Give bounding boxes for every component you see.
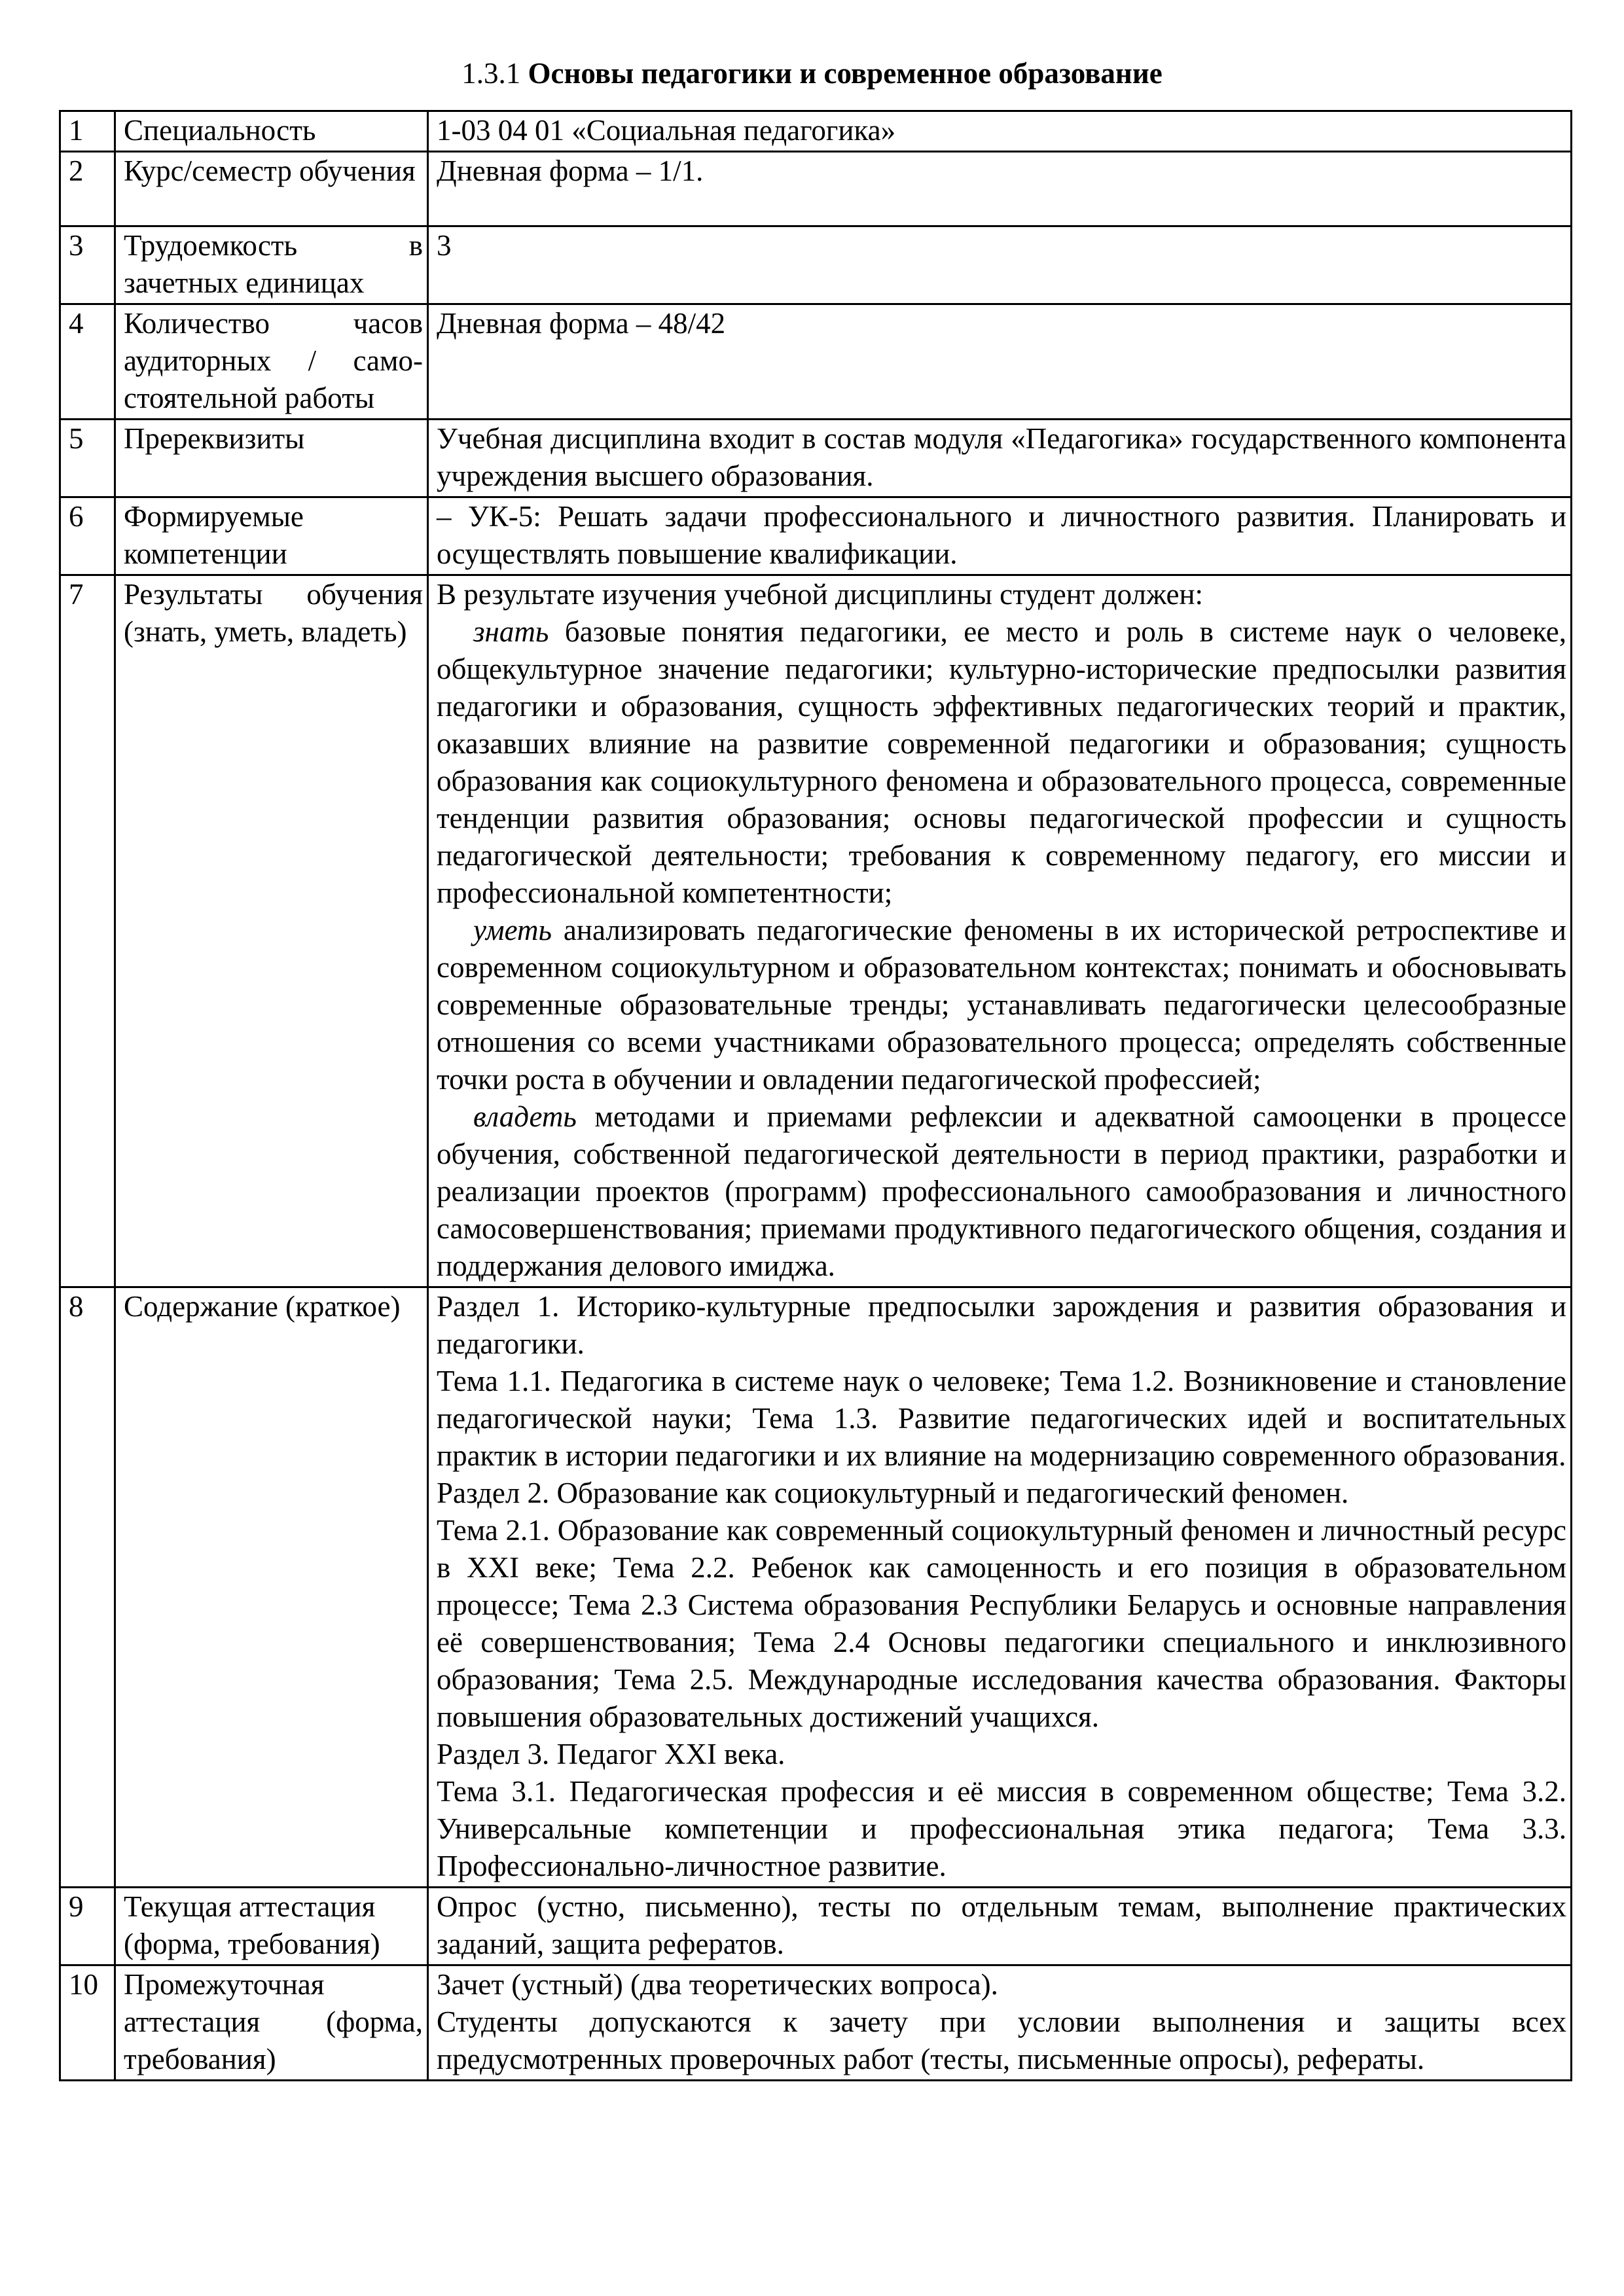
- table-row: [60, 1287, 1572, 1888]
- table-row: [60, 226, 1572, 304]
- table-row: [60, 152, 1572, 226]
- content-section: Раздел 3. Педагог XXI века.: [437, 1738, 785, 1770]
- row-label: Специальность: [115, 111, 428, 152]
- value-paragraph: 3: [437, 229, 452, 262]
- row-number: 1: [60, 111, 115, 152]
- title-number: 1.3.1: [461, 57, 521, 90]
- row-value: [428, 226, 1572, 304]
- row-value: [428, 111, 1572, 152]
- outcome-own: [437, 1098, 1566, 1285]
- syllabus-table: [59, 110, 1572, 2081]
- row-value: [428, 420, 1572, 497]
- title-text: Основы педагогики и современное образование: [528, 57, 1163, 90]
- table-row: [60, 420, 1572, 497]
- row-value: [428, 304, 1572, 420]
- row-value: [428, 1888, 1572, 1965]
- row-number: 3: [60, 226, 115, 304]
- row-label: Курс/семестр обучения: [115, 152, 428, 226]
- content-section: Раздел 1. Историко-культурные предпосылки зарождения и развития образования и педагогики.: [437, 1290, 1566, 1360]
- value-paragraph: Учебная дисциплина входит в состав модуля «Педагогика» государственного компонента учреждения высшего образования.: [437, 422, 1566, 492]
- row-value: [428, 575, 1572, 1287]
- table-row: [60, 111, 1572, 152]
- value-paragraph: – УК-5: Решать задачи профессионального и личностного развития. Планировать и осуществлять повышение квалификации.: [437, 500, 1566, 570]
- table-row: [60, 575, 1572, 1287]
- keyword-own: владеть: [473, 1100, 577, 1133]
- value-paragraph: 1-03 04 01 «Социальная педагогика»: [437, 114, 896, 147]
- value-paragraph: Зачет (устный) (два теоретических вопроса).: [437, 1968, 998, 2001]
- row-label: Пререквизиты: [115, 420, 428, 497]
- value-paragraph: Дневная форма – 48/42: [437, 307, 726, 340]
- outcome-know-text: базовые понятия педагогики, ее место и роль в системе наук о человеке, общекультурное значение педагогики; культурно-исторические предпосылки развития педагогики и образования, сущность эффективных педагогических теорий и практик, оказавших влияние на развитие современной педагогики и образования; сущность образования как социокультурного феномена и образовательного процесса, современные тенденции развития образования; основы педагогической профессии и сущность педагогической деятельности; требования к современному педагогу, его миссии и профессиональной компетентности;: [437, 615, 1566, 909]
- outcome-can-text: анализировать педагогические феномены в их исторической ретроспективе и современном социокультурном и образовательном контекстах; понимать и обосновывать современные образовательные тренды; устанавливать педагогически целесообразные отношения со всеми участниками образовательного процесса; определять собственные точки роста в обучении и овладении педагогической профессией;: [437, 914, 1566, 1096]
- row-label: Результаты обучения (знать, уметь, владеть): [115, 575, 428, 1287]
- value-paragraph: Опрос (устно, письменно), тесты по отдельным темам, выполнение практических заданий, защита рефератов.: [437, 1890, 1566, 1960]
- row-number: 9: [60, 1888, 115, 1965]
- content-section: Раздел 2. Образование как социокультурный и педагогический феномен.: [437, 1477, 1349, 1509]
- row-label: Промежуточная аттестация (форма, требования): [115, 1965, 428, 2081]
- row-label: Трудоемкость в зачетных единицах: [115, 226, 428, 304]
- row-value: [428, 152, 1572, 226]
- content-topics: Тема 2.1. Образование как современный социокультурный феномен и личностный ресурс в XXI веке; Тема 2.2. Ребенок как самоценность и его позиция в образовательном процессе; Тема 2.3 Система образования Республики Беларусь и основные направления её совершенствования; Тема 2.4 Основы педагогики специального и инклюзивного образования; Тема 2.5. Международные исследования качества образования. Факторы повышения образовательных достижений учащихся.: [437, 1514, 1566, 1733]
- keyword-know: знать: [473, 615, 549, 648]
- table-row: [60, 1888, 1572, 1965]
- table-row: [60, 304, 1572, 420]
- page-title: [0, 54, 1624, 93]
- value-paragraph: Дневная форма – 1/1.: [437, 154, 704, 187]
- value-paragraph: Студенты допускаются к зачету при условии выполнения и защиты всех предусмотренных проверочных работ (тесты, письменные опросы), рефераты.: [437, 2005, 1566, 2075]
- row-number: 8: [60, 1287, 115, 1888]
- row-number: 6: [60, 497, 115, 575]
- row-label: Количество часов аудиторных / самостоятельной работы: [115, 304, 428, 420]
- row-value: [428, 497, 1572, 575]
- keyword-can: уметь: [473, 914, 552, 946]
- row-label: Текущая аттестация (форма, требования): [115, 1888, 428, 1965]
- table-row: [60, 497, 1572, 575]
- row-label: Содержание (краткое): [115, 1287, 428, 1888]
- table-row: [60, 1965, 1572, 2081]
- outcome-own-text: методами и приемами рефлексии и адекватной самооценки в процессе обучения, собственной педагогической деятельности в период практики, разработки и реализации проектов (программ) профессионального самообразования и личностного самосовершенствования; приемами продуктивного педагогического общения, создания и поддержания делового имиджа.: [437, 1100, 1566, 1282]
- row-number: 7: [60, 575, 115, 1287]
- row-value: [428, 1287, 1572, 1888]
- outcome-know: [437, 613, 1566, 912]
- row-value: [428, 1965, 1572, 2081]
- learning-outcomes-intro: В результате изучения учебной дисциплины студент должен:: [437, 578, 1204, 611]
- outcome-can: [437, 912, 1566, 1098]
- content-topics: Тема 3.1. Педагогическая профессия и её миссия в современном обществе; Тема 3.2. Универсальные компетенции и профессиональная этика педагога; Тема 3.3. Профессионально-личностное развитие.: [437, 1775, 1566, 1882]
- row-label: Формируемые компетенции: [115, 497, 428, 575]
- content-topics: Тема 1.1. Педагогика в системе наук о человеке; Тема 1.2. Возникновение и становление педагогической науки; Тема 1.3. Развитие педагогических идей и воспитательных практик в истории педагогики и их влияние на модернизацию современного образования.: [437, 1365, 1566, 1472]
- row-number: 10: [60, 1965, 115, 2081]
- row-number: 4: [60, 304, 115, 420]
- row-number: 2: [60, 152, 115, 226]
- row-number: 5: [60, 420, 115, 497]
